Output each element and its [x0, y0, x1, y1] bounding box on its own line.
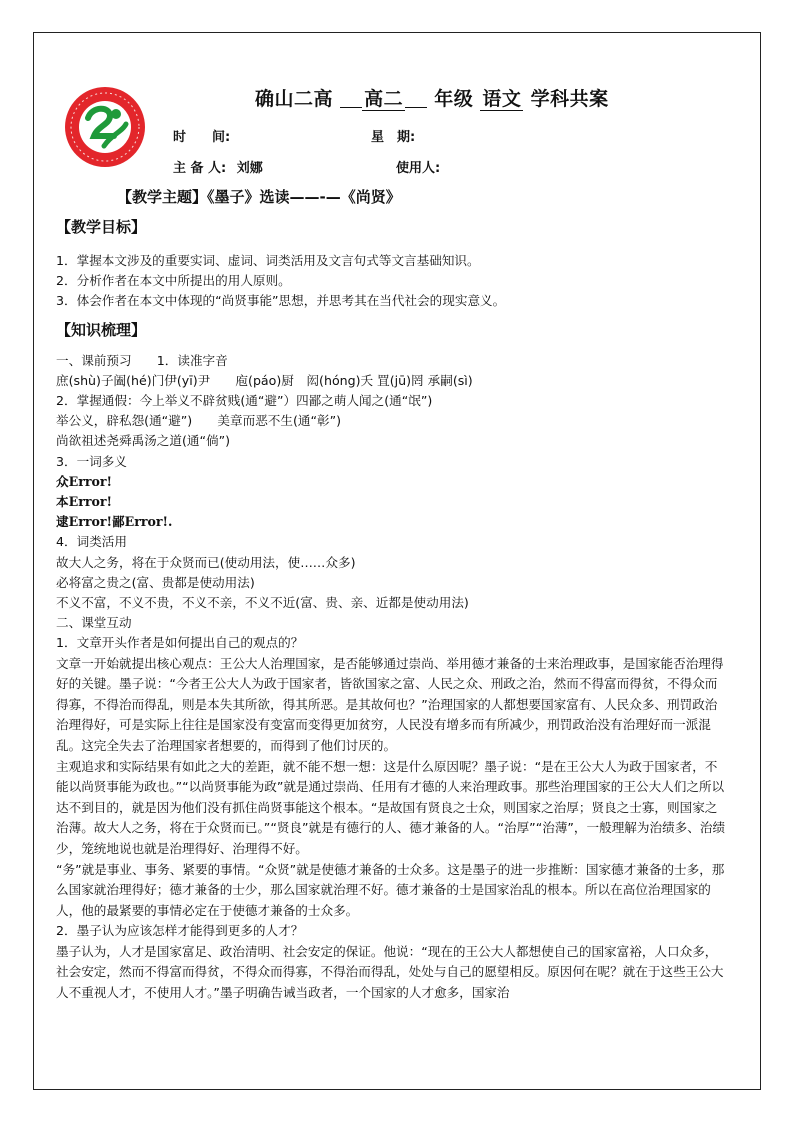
- answer-paragraph: 主观追求和实际结果有如此之大的差距，就不能不想一想：这是什么原因呢？墨子说：“是在王公大人为政于国家者，不能以尚贤事能为政也。”“以尚贤事能为政”就是通过崇尚、任用有才德的人来治理政事。那些治理国家的王公大人们之所以达不到目的，就是因为他们没有抓住尚贤事能这个根本。“是故国有贤良之士众，则国家之治厚；贤良之士寡，则国家之治薄。故大人之务，将在于众贤而已。”“贤良”就是有德行的人、德才兼备的人。“治厚”“治薄”，一般理解为治绩多、治绩少，笼统地说也就是治理得好、治理得不好。: [56, 758, 726, 856]
- pronunciation-line: 庶(shù)子阖(hé)门伊(yī)尹 庖(páo)厨 闳(hóng)夭 罝(jū)罔 承嗣(sì): [56, 372, 473, 388]
- school-logo-icon: [64, 86, 146, 168]
- tongjia-line: 2．掌握通假：今上举义不辟贫贱(通“避”）四鄙之萌人闻之(通“氓”): [56, 393, 433, 409]
- subject-value: 语文: [482, 88, 522, 110]
- preparer-label: 主 备 人:: [173, 161, 227, 176]
- preparer-name: 刘娜: [236, 161, 263, 176]
- wordclass-heading: 4．词类活用: [56, 534, 127, 550]
- question-1: 1．文章开头作者是如何提出自己的观点的？: [56, 635, 304, 651]
- title-suffix: 学科共案: [530, 88, 609, 110]
- teaching-topic: 【教学主题】《墨子》选读——-—《尚贤》: [117, 188, 401, 206]
- goal-item: 1．掌握本文涉及的重要实词、虚词、词类活用及文言句式等文言基础知识。: [56, 253, 480, 268]
- school-name: 确山二高: [255, 88, 334, 110]
- user-label: 使用人:: [396, 161, 441, 176]
- answer-paragraph: 墨子认为，人才是国家富足、政治清明、社会安定的保证。他说：“现在的王公大人都想使自己的国家富裕，人口众多，社会安定，然而不得富而得贫，不得众而得寡，不得治而得乱，处处与自己的愿望相反。原因何在呢？就在于这些王公大人不重视人才，不使用人才。”墨子明确告诫当政者，一个国家的人才愈多，国家治: [56, 943, 724, 1000]
- tongjia-line: 举公义，辟私怨(通“避”) 美章而恶不生(通“彰”): [56, 413, 342, 429]
- polysemy-item: 逮Error!鄙Error!.: [56, 514, 173, 530]
- question-2: 2．墨子认为应该怎样才能得到更多的人才？: [56, 923, 304, 939]
- tongjia-line: 尚欲祖述尧舜禹汤之道(通“倘”): [56, 433, 231, 449]
- title-underline-blank: [405, 89, 427, 108]
- title-underline-blank: [340, 89, 362, 108]
- preview-heading: 一、课前预习 1．读准字音: [56, 352, 228, 368]
- time-label: 时 间:: [173, 130, 231, 145]
- interaction-heading: 二、课堂互动: [56, 615, 132, 631]
- wordclass-item: 不义不富，不义不贵，不义不亲，不义不近(富、贵、亲、近都是使动用法): [56, 595, 469, 611]
- answer-paragraph: 文章一开始就提出核心观点：王公大人治理国家，是否能够通过崇尚、举用德才兼备的士来治理政事，是国家能否治理得好的关键。墨子说：“今者王公大人为政于国家者，皆欲国家之富、人民之众、刑政之治，然而不得富而得贫，不得众而得寡，不得治而得乱，则是本失其所欲，得其所恶。是其故何也？”治理国家的人都想要国家富有、人民众多、刑罚政治治理得好，可是实际上往往是国家没有变富而变得更加贫穷，人民没有增多而有所减少，刑罚政治没有治理好而一派混乱。这完全失去了治理国家者想要的，而得到了他们讨厌的。: [56, 655, 724, 754]
- goal-item: 3．体会作者在本文中体现的“尚贤事能”思想，并思考其在当代社会的现实意义。: [56, 293, 506, 309]
- plan-title: [255, 84, 609, 111]
- preparer-field: [173, 157, 263, 176]
- main-content: [56, 251, 726, 1003]
- goal-item: 2．分析作者在本文中所提出的用人原则。: [56, 273, 291, 289]
- polysemy-item: 众Error!: [56, 473, 113, 489]
- polysemy-item: 本Error!: [56, 494, 113, 510]
- grade-suffix: 年级: [434, 88, 474, 110]
- grade-value: 高二: [364, 88, 404, 110]
- wordclass-item: 故大人之务，将在于众贤而已(使动用法，使……众多): [56, 554, 356, 570]
- wordclass-item: 必将富之贵之(富、贵都是使动用法): [56, 574, 255, 590]
- goals-section-title: 【教学目标】: [56, 218, 147, 236]
- weekday-label: 星 期:: [371, 130, 416, 145]
- answer-paragraph: “务”就是事业、事务、紧要的事情。“众贤”就是使德才兼备的士众多。这是墨子的进一步推断：国家德才兼备的士多，那么国家就治理得好；德才兼备的士少，那么国家就治理不好。德才兼备的士是国家治乱的根本。所以在高位治理国家的人，他的最紧要的事情必定在于使德才兼备的士众多。: [56, 861, 725, 918]
- knowledge-section-title: 【知识梳理】: [56, 320, 147, 339]
- polysemy-heading: 3．一词多义: [56, 453, 127, 469]
